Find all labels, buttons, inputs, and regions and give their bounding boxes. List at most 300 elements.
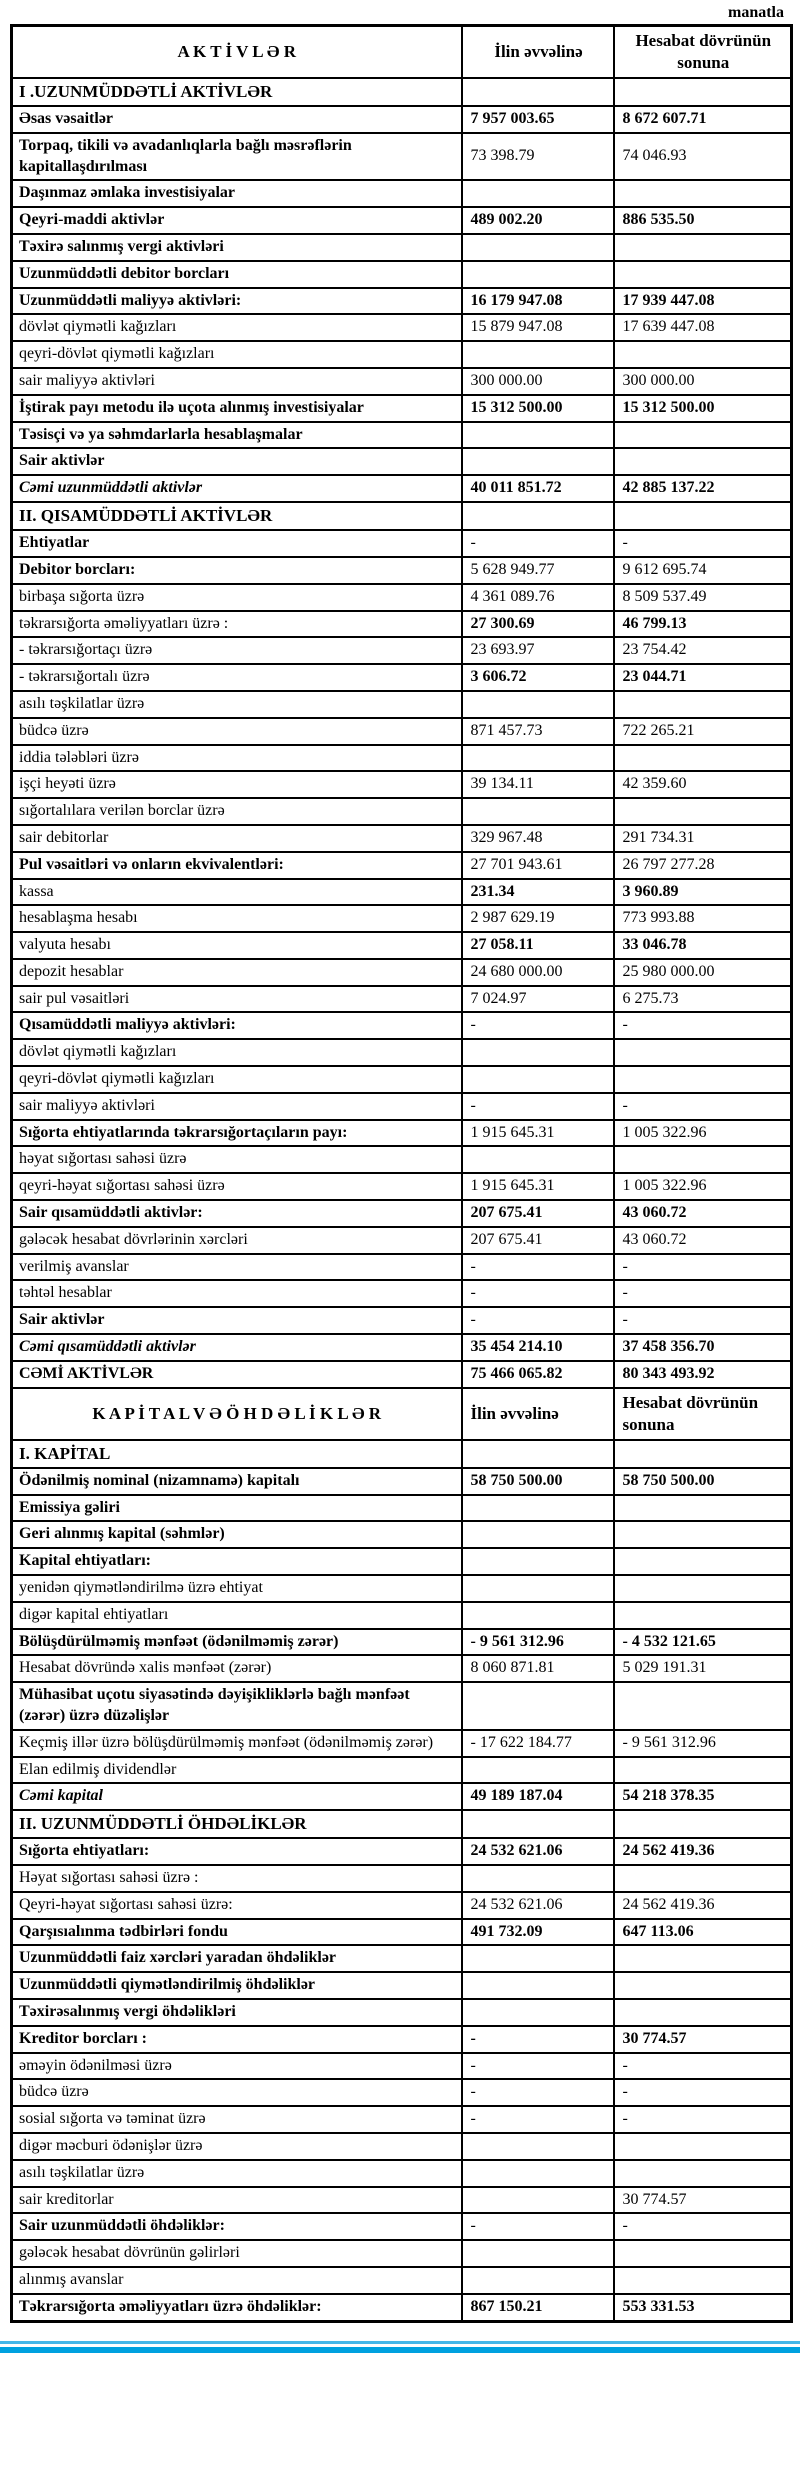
value-start-of-year [462, 1039, 614, 1066]
value-end-of-period: 6 275.73 [614, 986, 792, 1013]
row-label: - təkrarsığortalı üzrə [12, 664, 462, 691]
row-label: Sığorta ehtiyatları: [12, 1838, 462, 1865]
value-end-of-period: - [614, 530, 792, 557]
table-row [12, 2267, 792, 2294]
value-start-of-year: 207 675.41 [462, 1227, 614, 1254]
table-row [12, 180, 792, 207]
column-header-start-of-year: İlin əvvəlinə [462, 1388, 614, 1440]
value-end-of-period: - [614, 1093, 792, 1120]
value-end-of-period: - 4 532 121.65 [614, 1629, 792, 1656]
value-start-of-year: 491 732.09 [462, 1919, 614, 1946]
value-end-of-period: 24 562 419.36 [614, 1892, 792, 1919]
value-end-of-period: - [614, 1012, 792, 1039]
table-row [12, 1972, 792, 1999]
value-end-of-period: 886 535.50 [614, 207, 792, 234]
row-label: sosial sığorta və təminat üzrə [12, 2106, 462, 2133]
value-end-of-period: 553 331.53 [614, 2294, 792, 2321]
value-start-of-year [462, 1972, 614, 1999]
table-row [12, 611, 792, 638]
row-label: Cəmi qısamüddətli aktivlər [12, 1334, 462, 1361]
value-start-of-year: 27 058.11 [462, 932, 614, 959]
value-start-of-year [462, 2240, 614, 2267]
table-row [12, 1655, 792, 1682]
value-start-of-year: 867 150.21 [462, 2294, 614, 2321]
value-start-of-year: 58 750 500.00 [462, 1468, 614, 1495]
table-row [12, 932, 792, 959]
value-start-of-year: 27 701 943.61 [462, 852, 614, 879]
row-label: Sair aktivlər [12, 448, 462, 475]
value-end-of-period: 291 734.31 [614, 825, 792, 852]
value-end-of-period: 23 044.71 [614, 664, 792, 691]
value-start-of-year: 7 957 003.65 [462, 106, 614, 133]
value-end-of-period [614, 502, 792, 530]
value-start-of-year [462, 1548, 614, 1575]
table-row [12, 1361, 792, 1388]
row-label: qeyri-dövlət qiymətli kağızları [12, 341, 462, 368]
value-start-of-year: - 17 622 184.77 [462, 1730, 614, 1757]
table-row [12, 341, 792, 368]
value-end-of-period: 37 458 356.70 [614, 1334, 792, 1361]
row-label: Debitor borcları: [12, 557, 462, 584]
table-row [12, 288, 792, 315]
row-label: Uzunmüddətli qiymətləndirilmiş öhdəliklər [12, 1972, 462, 1999]
value-end-of-period: 1 005 322.96 [614, 1173, 792, 1200]
value-end-of-period: - [614, 2213, 792, 2240]
value-end-of-period [614, 1865, 792, 1892]
value-start-of-year: 27 300.69 [462, 611, 614, 638]
row-label: Geri alınmış kapital (səhmlər) [12, 1521, 462, 1548]
value-start-of-year: - [462, 530, 614, 557]
value-end-of-period: 43 060.72 [614, 1227, 792, 1254]
table-row [12, 879, 792, 906]
table-row [12, 1999, 792, 2026]
table-row [12, 1892, 792, 1919]
value-start-of-year [462, 1575, 614, 1602]
row-label: II. QISAMÜDDƏTLİ AKTİVLƏR [12, 502, 462, 530]
footer-rule [0, 2341, 800, 2353]
row-label: qeyri-həyat sığortası sahəsi üzrə [12, 1173, 462, 1200]
value-start-of-year [462, 798, 614, 825]
row-label: Qeyri-həyat sığortası sahəsi üzrə: [12, 1892, 462, 1919]
row-label: asılı təşkilatlar üzrə [12, 2160, 462, 2187]
value-end-of-period: 24 562 419.36 [614, 1838, 792, 1865]
table-row [12, 584, 792, 611]
value-start-of-year: 5 628 949.77 [462, 557, 614, 584]
value-end-of-period: 74 046.93 [614, 133, 792, 181]
column-header-title: A K T İ V L Ə R [12, 26, 462, 79]
table-row [12, 1495, 792, 1522]
value-start-of-year [462, 1810, 614, 1838]
row-label: Kapital ehtiyatları: [12, 1548, 462, 1575]
value-start-of-year: 300 000.00 [462, 368, 614, 395]
table-row [12, 1682, 792, 1730]
row-label: gələcək hesabat dövrünün gəlirləri [12, 2240, 462, 2267]
row-label: Torpaq, tikili və avadanlıqlarla bağlı məsrəflərin kapitallaşdırılması [12, 133, 462, 181]
value-end-of-period: 30 774.57 [614, 2187, 792, 2214]
table-row [12, 207, 792, 234]
row-label: büdcə üzrə [12, 2079, 462, 2106]
table-row [12, 637, 792, 664]
value-end-of-period [614, 234, 792, 261]
value-start-of-year: - [462, 1280, 614, 1307]
row-label: Hesabat dövründə xalis mənfəət (zərər) [12, 1655, 462, 1682]
value-end-of-period: - 9 561 312.96 [614, 1730, 792, 1757]
value-start-of-year [462, 78, 614, 106]
row-label: Həyat sığortası sahəsi üzrə : [12, 1865, 462, 1892]
value-start-of-year [462, 1146, 614, 1173]
row-label: Keçmiş illər üzrə bölüşdürülməmiş mənfəət (ödənilməmiş zərər) [12, 1730, 462, 1757]
value-start-of-year [462, 502, 614, 530]
table-row [12, 664, 792, 691]
value-start-of-year: 207 675.41 [462, 1200, 614, 1227]
value-end-of-period [614, 1066, 792, 1093]
value-end-of-period [614, 1039, 792, 1066]
row-label: təhtəl hesablar [12, 1280, 462, 1307]
value-start-of-year: 16 179 947.08 [462, 288, 614, 315]
row-label: Təxirəsalınmış vergi öhdəlikləri [12, 1999, 462, 2026]
value-end-of-period [614, 2133, 792, 2160]
table-row [12, 1227, 792, 1254]
value-end-of-period [614, 1602, 792, 1629]
row-label: I .UZUNMÜDDƏTLİ AKTİVLƏR [12, 78, 462, 106]
value-start-of-year [462, 1495, 614, 1522]
balance-sheet-table [10, 24, 793, 2323]
value-start-of-year [462, 691, 614, 718]
value-end-of-period: 42 885 137.22 [614, 475, 792, 502]
value-start-of-year [462, 1682, 614, 1730]
value-end-of-period: - [614, 2106, 792, 2133]
table-row [12, 1919, 792, 1946]
value-start-of-year: 871 457.73 [462, 718, 614, 745]
value-end-of-period: - [614, 1307, 792, 1334]
value-start-of-year: 329 967.48 [462, 825, 614, 852]
value-end-of-period: 773 993.88 [614, 905, 792, 932]
row-label: Qeyri-maddi aktivlər [12, 207, 462, 234]
section-row [12, 1810, 792, 1838]
value-end-of-period [614, 180, 792, 207]
value-start-of-year: - [462, 2079, 614, 2106]
table-row [12, 1602, 792, 1629]
table-row [12, 2053, 792, 2080]
table-row [12, 2294, 792, 2321]
value-end-of-period [614, 2160, 792, 2187]
table-row [12, 1066, 792, 1093]
value-start-of-year: - [462, 2026, 614, 2053]
value-end-of-period [614, 341, 792, 368]
currency-unit-label: manatla [728, 4, 784, 21]
value-end-of-period: 17 639 447.08 [614, 314, 792, 341]
row-label: hesablaşma hesabı [12, 905, 462, 932]
table-row [12, 1120, 792, 1147]
row-label: sair debitorlar [12, 825, 462, 852]
value-end-of-period: 300 000.00 [614, 368, 792, 395]
value-end-of-period [614, 261, 792, 288]
table-row [12, 1548, 792, 1575]
row-label: Daşınmaz əmlaka investisiyalar [12, 180, 462, 207]
value-end-of-period: 9 612 695.74 [614, 557, 792, 584]
table-row [12, 905, 792, 932]
table-row [12, 1280, 792, 1307]
value-end-of-period: 26 797 277.28 [614, 852, 792, 879]
row-label: yenidən qiymətləndirilmə üzrə ehtiyat [12, 1575, 462, 1602]
value-end-of-period [614, 422, 792, 449]
value-end-of-period [614, 1999, 792, 2026]
row-label: CƏMİ AKTİVLƏR [12, 1361, 462, 1388]
value-end-of-period: - [614, 1280, 792, 1307]
row-label: Ehtiyatlar [12, 530, 462, 557]
row-label: sair maliyyə aktivləri [12, 1093, 462, 1120]
value-end-of-period: 5 029 191.31 [614, 1655, 792, 1682]
row-label: işçi heyəti üzrə [12, 771, 462, 798]
row-label: Mühasibat uçotu siyasətində dəyişikliklərlə bağlı mənfəət (zərər) üzrə düzəlişlər [12, 1682, 462, 1730]
value-start-of-year: 49 189 187.04 [462, 1783, 614, 1810]
value-start-of-year: 35 454 214.10 [462, 1334, 614, 1361]
value-start-of-year: 7 024.97 [462, 986, 614, 1013]
row-label: gələcək hesabat dövrlərinin xərcləri [12, 1227, 462, 1254]
table-row [12, 2187, 792, 2214]
section-row [12, 1440, 792, 1468]
value-end-of-period: 3 960.89 [614, 879, 792, 906]
row-label: verilmiş avanslar [12, 1254, 462, 1281]
row-label: Cəmi uzunmüddətli aktivlər [12, 475, 462, 502]
value-end-of-period: - [614, 1254, 792, 1281]
value-start-of-year: 75 466 065.82 [462, 1361, 614, 1388]
value-start-of-year: 231.34 [462, 879, 614, 906]
value-start-of-year: 1 915 645.31 [462, 1120, 614, 1147]
value-end-of-period [614, 1440, 792, 1468]
assets-header-row [12, 26, 792, 79]
table-row [12, 798, 792, 825]
row-label: həyat sığortası sahəsi üzrə [12, 1146, 462, 1173]
value-end-of-period: 1 005 322.96 [614, 1120, 792, 1147]
table-row [12, 691, 792, 718]
value-end-of-period: 8 509 537.49 [614, 584, 792, 611]
table-row [12, 1012, 792, 1039]
value-start-of-year [462, 2187, 614, 2214]
table-row [12, 368, 792, 395]
value-start-of-year: - 9 561 312.96 [462, 1629, 614, 1656]
value-start-of-year: 24 532 621.06 [462, 1892, 614, 1919]
column-header-end-of-period: Hesabat dövrünün sonuna [614, 26, 792, 79]
value-end-of-period: 54 218 378.35 [614, 1783, 792, 1810]
table-row [12, 2133, 792, 2160]
value-start-of-year [462, 1440, 614, 1468]
table-row [12, 718, 792, 745]
table-row [12, 1865, 792, 1892]
row-label: Emissiya gəliri [12, 1495, 462, 1522]
row-label: Sair uzunmüddətli öhdəliklər: [12, 2213, 462, 2240]
row-label: büdcə üzrə [12, 718, 462, 745]
value-start-of-year: 73 398.79 [462, 133, 614, 181]
value-end-of-period [614, 2240, 792, 2267]
table-row [12, 1146, 792, 1173]
row-label: iddia tələbləri üzrə [12, 745, 462, 772]
row-label: birbaşa sığorta üzrə [12, 584, 462, 611]
value-end-of-period [614, 78, 792, 106]
table-row [12, 314, 792, 341]
row-label: digər məcburi ödənişlər üzrə [12, 2133, 462, 2160]
table-row [12, 2026, 792, 2053]
table-row [12, 1039, 792, 1066]
row-label: Uzunmüddətli faiz xərcləri yaradan öhdəliklər [12, 1945, 462, 1972]
value-end-of-period [614, 1575, 792, 1602]
value-end-of-period [614, 1972, 792, 1999]
value-end-of-period: 80 343 493.92 [614, 1361, 792, 1388]
table-row [12, 1783, 792, 1810]
value-start-of-year: 3 606.72 [462, 664, 614, 691]
value-end-of-period: 23 754.42 [614, 637, 792, 664]
value-start-of-year [462, 1066, 614, 1093]
value-start-of-year: - [462, 1093, 614, 1120]
row-label: Kreditor borcları : [12, 2026, 462, 2053]
row-label: depozit hesablar [12, 959, 462, 986]
row-label: dövlət qiymətli kağızları [12, 314, 462, 341]
value-start-of-year: 15 879 947.08 [462, 314, 614, 341]
value-start-of-year [462, 2267, 614, 2294]
value-start-of-year [462, 2160, 614, 2187]
value-end-of-period: 33 046.78 [614, 932, 792, 959]
table-row [12, 530, 792, 557]
row-label: - təkrarsığortaçı üzrə [12, 637, 462, 664]
value-end-of-period [614, 1146, 792, 1173]
value-start-of-year [462, 1999, 614, 2026]
row-label: Sair aktivlər [12, 1307, 462, 1334]
table-row [12, 1730, 792, 1757]
value-end-of-period: 46 799.13 [614, 611, 792, 638]
value-end-of-period: 8 672 607.71 [614, 106, 792, 133]
value-end-of-period: 722 265.21 [614, 718, 792, 745]
table-row [12, 448, 792, 475]
row-label: Qarşısıalınma tədbirləri fondu [12, 1919, 462, 1946]
value-start-of-year [462, 422, 614, 449]
value-end-of-period [614, 1945, 792, 1972]
row-label: Elan edilmiş dividendlər [12, 1757, 462, 1784]
table-row [12, 1254, 792, 1281]
row-label: Sair qısamüddətli aktivlər: [12, 1200, 462, 1227]
table-body [12, 26, 792, 2322]
value-start-of-year [462, 1521, 614, 1548]
value-start-of-year: - [462, 2106, 614, 2133]
capital-liabilities-header-row [12, 1388, 792, 1440]
value-start-of-year: 24 680 000.00 [462, 959, 614, 986]
table-row [12, 825, 792, 852]
row-label: sığortalılara verilən borclar üzrə [12, 798, 462, 825]
table-row [12, 745, 792, 772]
table-row [12, 1173, 792, 1200]
table-row [12, 133, 792, 181]
value-start-of-year [462, 261, 614, 288]
value-start-of-year: - [462, 1254, 614, 1281]
value-end-of-period [614, 1682, 792, 1730]
row-label: I. KAPİTAL [12, 1440, 462, 1468]
table-row [12, 475, 792, 502]
value-end-of-period: 15 312 500.00 [614, 395, 792, 422]
value-end-of-period: - [614, 2079, 792, 2106]
value-start-of-year: 24 532 621.06 [462, 1838, 614, 1865]
value-start-of-year [462, 1757, 614, 1784]
row-label: II. UZUNMÜDDƏTLİ ÖHDƏLİKLƏR [12, 1810, 462, 1838]
table-row [12, 1757, 792, 1784]
table-row [12, 1334, 792, 1361]
value-end-of-period: 58 750 500.00 [614, 1468, 792, 1495]
value-end-of-period [614, 691, 792, 718]
value-end-of-period [614, 1495, 792, 1522]
table-row [12, 2106, 792, 2133]
value-end-of-period: - [614, 2053, 792, 2080]
value-start-of-year: - [462, 2053, 614, 2080]
table-row [12, 852, 792, 879]
row-label: Qısamüddətli maliyyə aktivləri: [12, 1012, 462, 1039]
value-start-of-year: - [462, 1307, 614, 1334]
row-label: sair pul vəsaitləri [12, 986, 462, 1013]
value-end-of-period [614, 798, 792, 825]
row-label: Təxirə salınmış vergi aktivləri [12, 234, 462, 261]
row-label: sair kreditorlar [12, 2187, 462, 2214]
footer-rule-thick-line [0, 2347, 800, 2353]
row-label: alınmış avanslar [12, 2267, 462, 2294]
row-label: Pul vəsaitləri və onların ekvivalentləri: [12, 852, 462, 879]
row-label: Ödənilmiş nominal (nizamnamə) kapitalı [12, 1468, 462, 1495]
table-row [12, 1945, 792, 1972]
value-start-of-year: 23 693.97 [462, 637, 614, 664]
row-label: İştirak payı metodu ilə uçota alınmış investisiyalar [12, 395, 462, 422]
table-row [12, 557, 792, 584]
table-row [12, 1093, 792, 1120]
value-end-of-period [614, 1757, 792, 1784]
value-end-of-period [614, 448, 792, 475]
table-row [12, 771, 792, 798]
row-label: digər kapital ehtiyatları [12, 1602, 462, 1629]
value-start-of-year [462, 1602, 614, 1629]
value-start-of-year: 40 011 851.72 [462, 475, 614, 502]
row-label: asılı təşkilatlar üzrə [12, 691, 462, 718]
table-row [12, 234, 792, 261]
value-end-of-period: 42 359.60 [614, 771, 792, 798]
row-label: qeyri-dövlət qiymətli kağızları [12, 1066, 462, 1093]
table-row [12, 2160, 792, 2187]
table-row [12, 2079, 792, 2106]
value-start-of-year [462, 1945, 614, 1972]
value-end-of-period: 647 113.06 [614, 1919, 792, 1946]
column-header-end-of-period: Hesabat dövrünün sonuna [614, 1388, 792, 1440]
table-row [12, 959, 792, 986]
value-start-of-year: 489 002.20 [462, 207, 614, 234]
value-start-of-year [462, 1865, 614, 1892]
value-start-of-year [462, 448, 614, 475]
value-start-of-year: 39 134.11 [462, 771, 614, 798]
table-row [12, 2240, 792, 2267]
column-header-title: K A P İ T A L V Ə Ö H D Ə L İ K L Ə R [12, 1388, 462, 1440]
value-end-of-period [614, 1521, 792, 1548]
row-label: Uzunmüddətli maliyyə aktivləri: [12, 288, 462, 315]
table-row [12, 106, 792, 133]
value-end-of-period [614, 1810, 792, 1838]
value-start-of-year: 15 312 500.00 [462, 395, 614, 422]
value-start-of-year: 8 060 871.81 [462, 1655, 614, 1682]
value-start-of-year: - [462, 1012, 614, 1039]
row-label: Uzunmüddətli debitor borcları [12, 261, 462, 288]
value-start-of-year: 4 361 089.76 [462, 584, 614, 611]
value-start-of-year: 2 987 629.19 [462, 905, 614, 932]
value-end-of-period: 25 980 000.00 [614, 959, 792, 986]
table-row [12, 1521, 792, 1548]
table-row [12, 1200, 792, 1227]
table-row [12, 1629, 792, 1656]
table-row [12, 986, 792, 1013]
value-end-of-period: 17 939 447.08 [614, 288, 792, 315]
column-header-start-of-year: İlin əvvəlinə [462, 26, 614, 79]
value-start-of-year: - [462, 2213, 614, 2240]
